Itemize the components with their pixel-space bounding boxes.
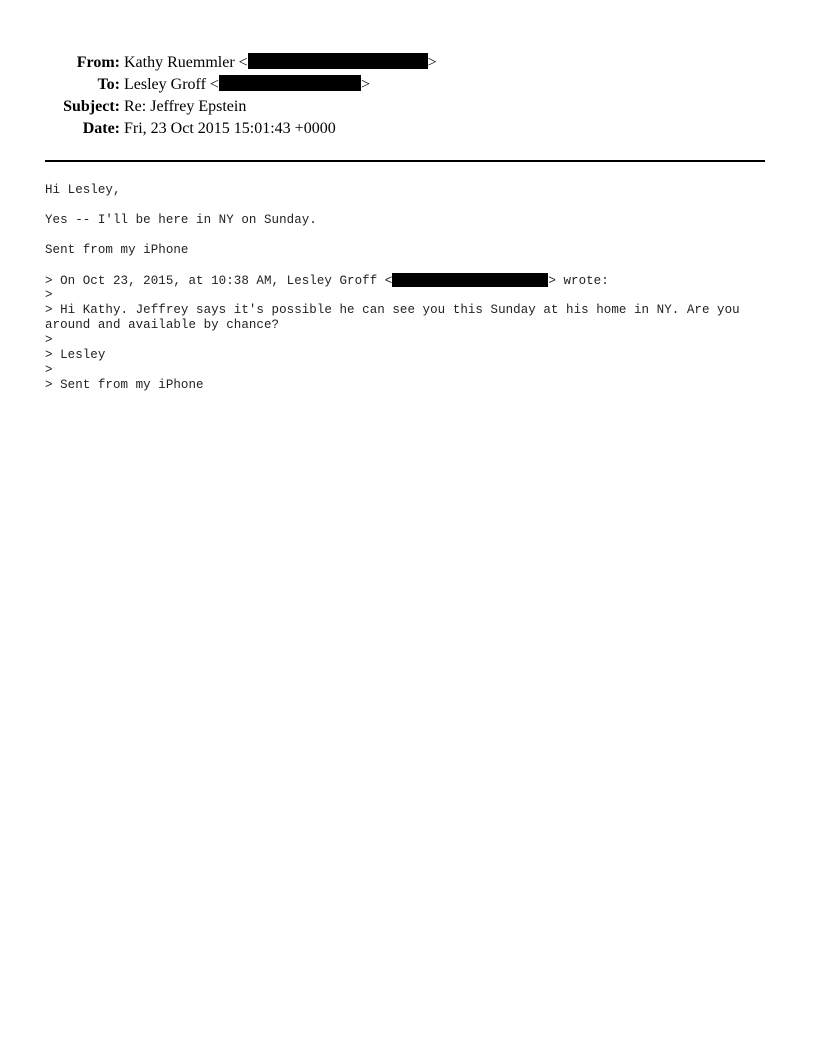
quote-blank-line: > — [45, 333, 53, 347]
from-value — [124, 52, 437, 74]
quote-name: > Lesley — [45, 348, 106, 362]
signature: Sent from my iPhone — [45, 243, 189, 257]
to-value — [124, 74, 370, 96]
date-value: Fri, 23 Oct 2015 15:01:43 +0000 — [124, 120, 336, 137]
header-divider — [45, 160, 765, 162]
to-open-bracket: < — [209, 76, 219, 93]
to-close-bracket: > — [360, 76, 370, 93]
quote-intro-prefix: > On Oct 23, 2015, at 10:38 AM, Lesley Groff < — [45, 274, 393, 288]
to-label: To: — [97, 76, 120, 93]
greeting: Hi Lesley, — [45, 183, 121, 197]
email-body — [45, 183, 767, 393]
redaction-bar — [219, 75, 361, 91]
to-name: Lesley Groff — [124, 76, 206, 93]
quote-blank-line: > — [45, 363, 53, 377]
redaction-bar — [248, 53, 428, 69]
from-open-bracket: < — [238, 54, 248, 71]
blank-line — [45, 198, 767, 213]
subject-value: Re: Jeffrey Epstein — [124, 98, 247, 115]
quote-message: > Hi Kathy. Jeffrey says it's possible he can see you this Sunday at his home in NY. Are you around and available by chance? — [45, 303, 740, 332]
quote-signature: > Sent from my iPhone — [45, 378, 204, 392]
date-label: Date: — [82, 120, 120, 137]
redaction-bar — [392, 273, 548, 287]
from-close-bracket: > — [427, 54, 437, 71]
quote-intro-suffix: > wrote: — [548, 274, 609, 288]
quote-intro — [45, 273, 767, 288]
blank-line — [45, 258, 767, 273]
message-text: Yes -- I'll be here in NY on Sunday. — [45, 213, 317, 227]
from-label: From: — [76, 54, 120, 71]
subject-label: Subject: — [63, 98, 120, 115]
quote-blank-line: > — [45, 288, 53, 302]
blank-line — [45, 228, 767, 243]
from-name: Kathy Ruemmler — [124, 54, 235, 71]
